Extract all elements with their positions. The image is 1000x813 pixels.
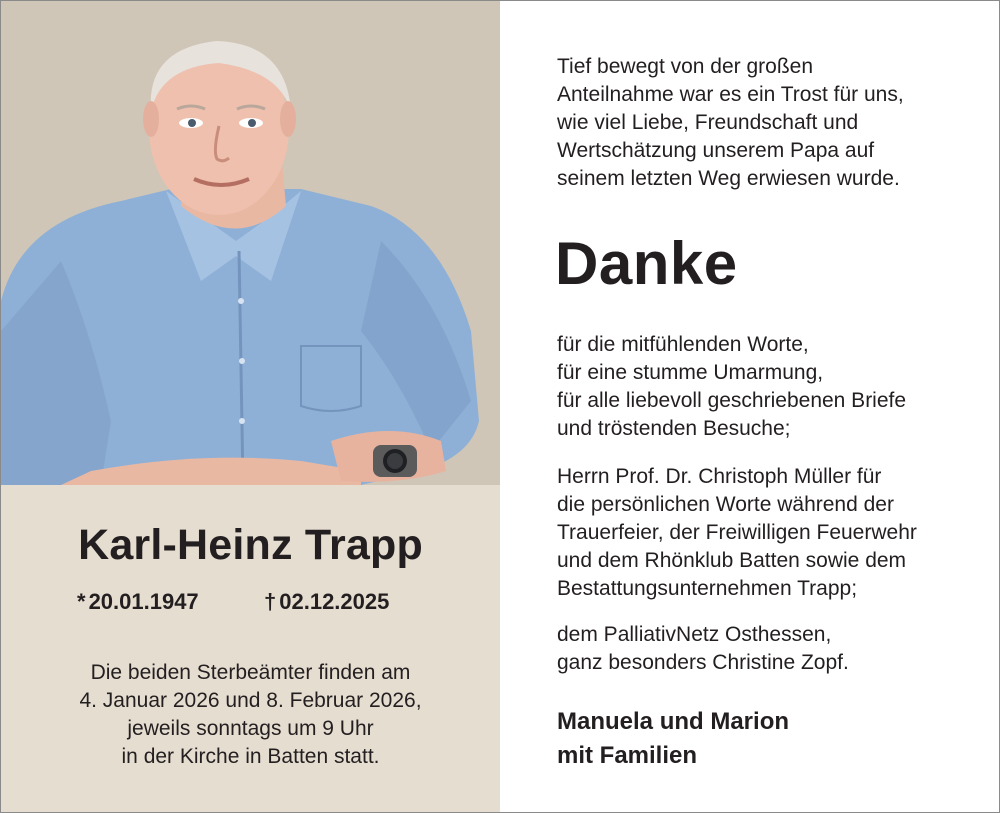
memorial-line: Die beiden Sterbeämter finden am: [90, 661, 411, 684]
name-panel: [1, 485, 500, 812]
thanks-paragraph-2: Herrn Prof. Dr. Christoph Müller für die persönlichen Worte während der Trauerfeier, der Freiwilligen Feuerwehr und dem Rhönklub Batten sowie dem Bestattungsunternehmen Trapp;: [557, 465, 917, 600]
birth-star-symbol: *: [77, 589, 86, 614]
memorial-line: jeweils sonntags um 9 Uhr: [127, 717, 374, 740]
portrait-photo: [1, 1, 500, 485]
death-cross-symbol: †: [264, 589, 277, 614]
danke-headline: Danke: [555, 230, 738, 297]
intro-paragraph: Tief bewegt von der großen Anteilnahme war es ein Trost für uns, wie viel Liebe, Freundschaft und Wertschätzung unserem Papa auf seinem letzten Weg erwiesen wurde.: [557, 55, 904, 190]
deceased-name: Karl-Heinz Trapp: [78, 521, 423, 569]
family-signature: Manuela und Marion mit Familien: [557, 708, 790, 769]
birth-date: * 20.01.1947: [77, 589, 199, 614]
life-dates: [1, 589, 500, 619]
memorial-line: 4. Januar 2026 und 8. Februar 2026,: [79, 689, 422, 712]
thanks-paragraph-3: dem PalliativNetz Osthessen, ganz besonders Christine Zopf.: [557, 623, 849, 674]
thanks-paragraph-1: für die mitfühlenden Worte, für eine stumme Umarmung, für alle liebevoll geschriebenen Briefe und tröstenden Besuche;: [557, 333, 907, 440]
memorial-notice: [1, 659, 500, 771]
memorial-line: in der Kirche in Batten statt.: [121, 745, 380, 768]
death-date: † 02.12.2025: [264, 589, 390, 614]
